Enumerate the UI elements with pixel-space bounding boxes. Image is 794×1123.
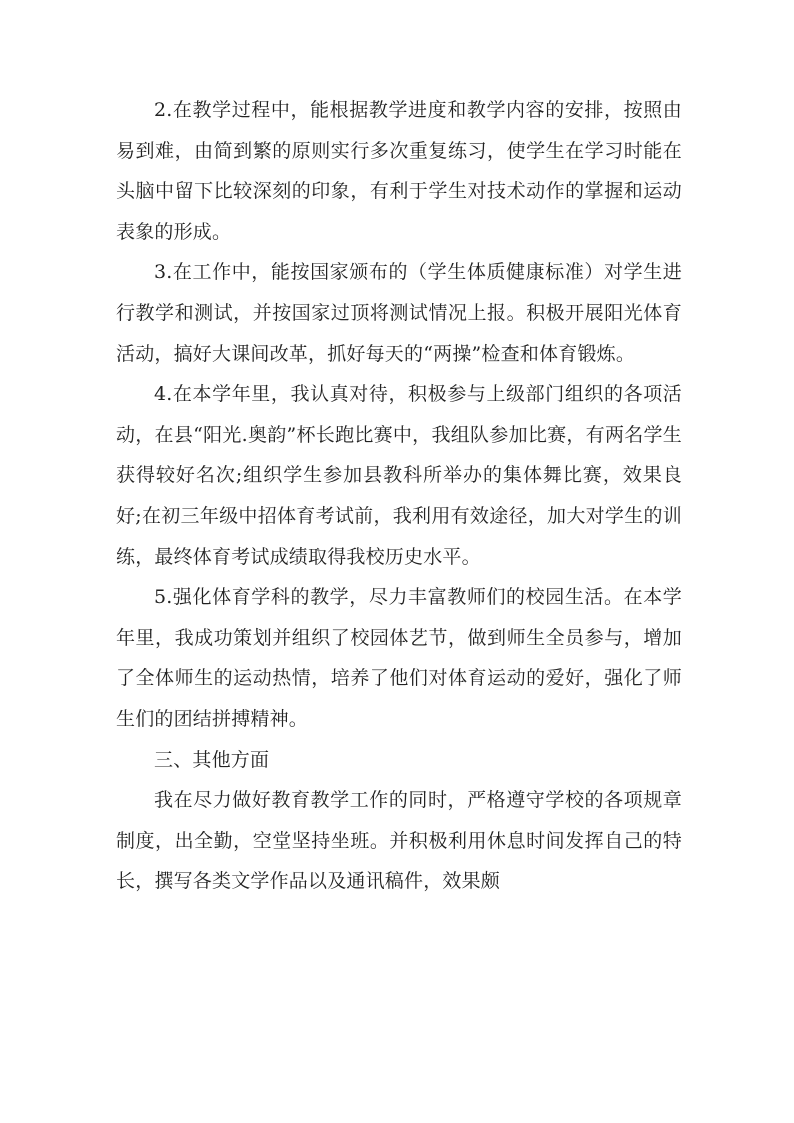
section-heading-other-aspects: 三、其他方面 xyxy=(154,748,270,771)
paragraph-item-2: 2.在教学过程中，能根据教学进度和教学内容的安排，按照由易到难，由简到繁的原则实行多次重复练习，使学生在学习时能在头脑中留下比较深刻的印象，有利于学生对技术动作的掌握和运动表象的形成。 xyxy=(116,99,682,243)
paragraph-item-4: 4.在本学年里，我认真对待，积极参与上级部门组织的各项活动，在县“阳光.奥韵”杯长跑比赛中，我组队参加比赛，有两名学生获得较好名次;组织学生参加县教科所举办的集体舞比赛，效果良好;在初三年级中招体育考试前，我利用有效途径，加大对学生的训练，最终体育考试成绩取得我校历史水平。 xyxy=(116,383,682,568)
document-body xyxy=(116,90,682,902)
paragraph-item-5: 5.强化体育学科的教学，尽力丰富教师们的校园生活。在本学年里，我成功策划并组织了校园体艺节，做到师生全员参与，增加了全体师生的运动热情，培养了他们对体育运动的爱好，强化了师生们的团结拼搏精神。 xyxy=(116,586,682,730)
paragraph-other-aspects: 我在尽力做好教育教学工作的同时，严格遵守学校的各项规章制度，出全勤，空堂坚持坐班。并积极利用休息时间发挥自己的特长，撰写各类文学作品以及通讯稿件，效果颇 xyxy=(116,789,682,893)
paragraph-item-3: 3.在工作中，能按国家颁布的（学生体质健康标准）对学生进行教学和测试，并按国家过顶将测试情况上报。积极开展阳光体育活动，搞好大课间改革，抓好每天的“两操”检查和体育锻炼。 xyxy=(116,261,682,365)
